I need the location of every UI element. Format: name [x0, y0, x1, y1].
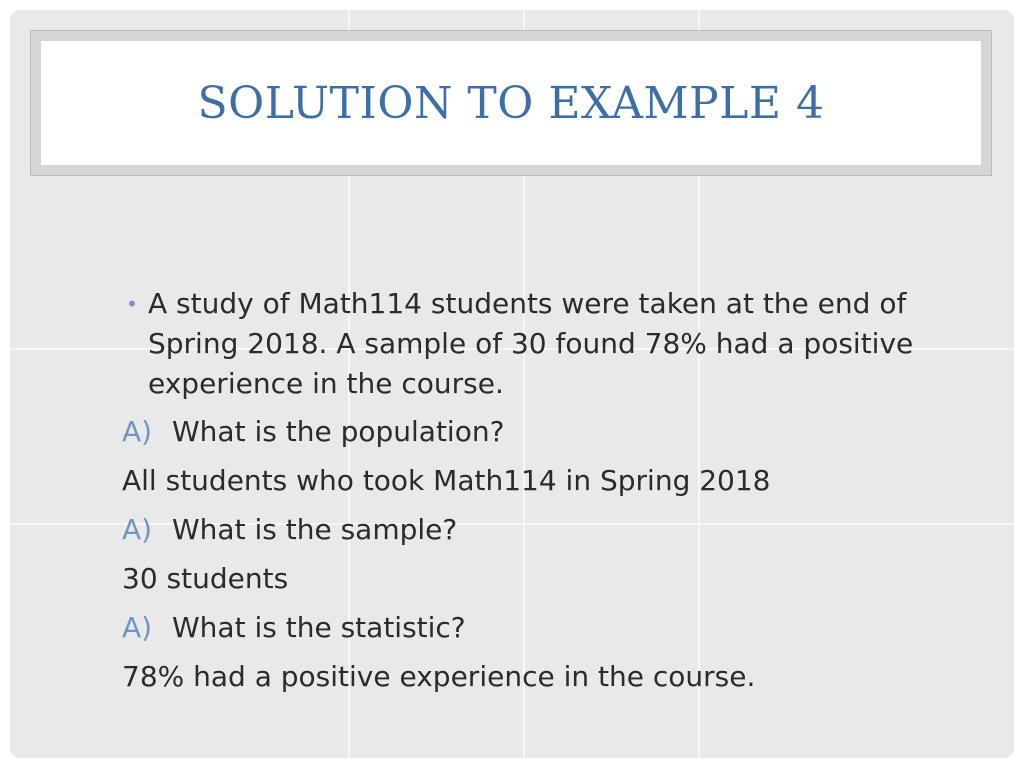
question-text: What is the sample? [172, 513, 458, 546]
answer-line: All students who took Math114 in Spring 2018 [122, 464, 771, 497]
question-text: What is the population? [172, 415, 505, 448]
question-label: A) [122, 415, 153, 448]
bullet-text: A study of Math114 students were taken at the end of Spring 2018. A sample of 30 found 78% had a positive experience in the course. [148, 287, 914, 400]
question-label: A) [122, 513, 153, 546]
bullet-paragraph [122, 284, 1002, 404]
question-line [122, 412, 1002, 452]
question-label: A) [122, 611, 153, 644]
title-frame [30, 30, 992, 176]
bullet-marker: • [126, 292, 138, 316]
slide-title: SOLUTION TO EXAMPLE 4 [197, 77, 825, 129]
slide-body [122, 284, 1002, 706]
slide [10, 10, 1014, 758]
answer-line: 30 students [122, 562, 289, 595]
question-line [122, 510, 1002, 550]
answer-line: 78% had a positive experience in the course. [122, 660, 756, 693]
title-box [41, 41, 981, 165]
question-text: What is the statistic? [172, 611, 466, 644]
question-line [122, 608, 1002, 648]
